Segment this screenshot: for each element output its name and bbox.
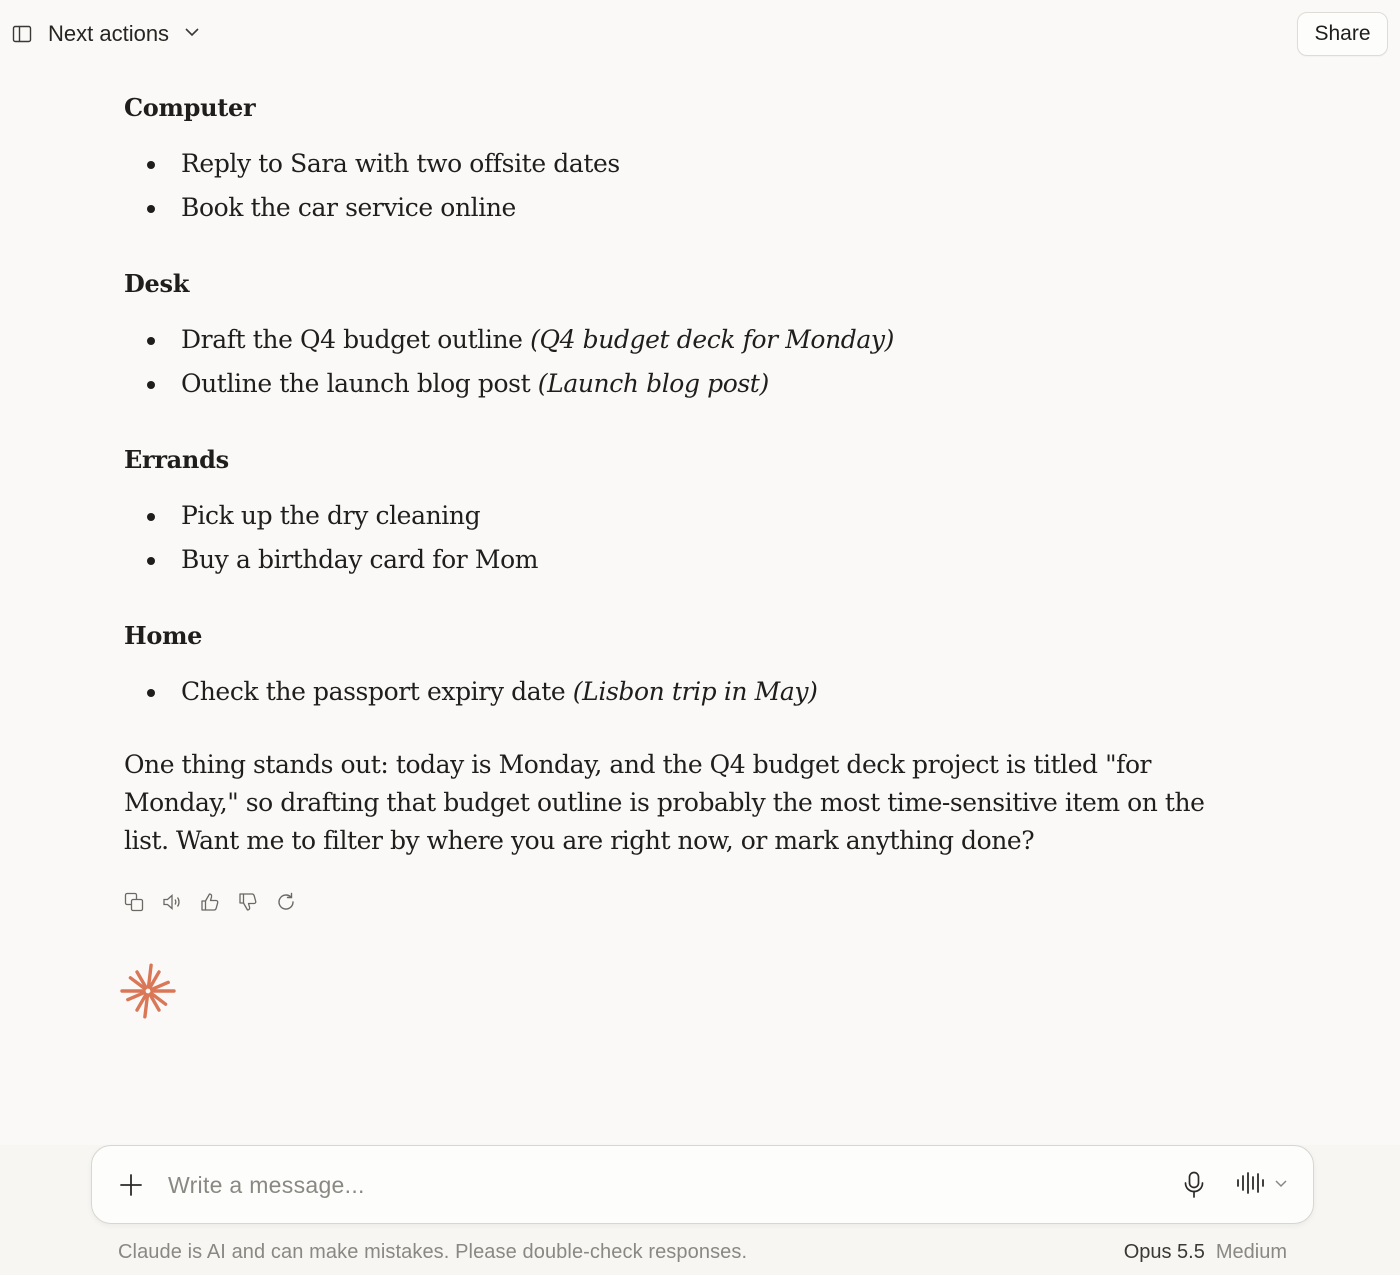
chevron-down-icon <box>183 21 201 47</box>
share-button[interactable]: Share <box>1297 12 1388 56</box>
section-home <box>124 614 1264 714</box>
chat-title: Next actions <box>48 21 170 46</box>
model-selector[interactable] <box>1124 1241 1287 1264</box>
chat-title-menu[interactable] <box>48 20 201 48</box>
waveform-icon <box>1236 1171 1266 1200</box>
task-list <box>124 318 1264 406</box>
task-list <box>124 494 1264 582</box>
list-item: Draft the Q4 budget outline (Q4 budget deck for Monday) <box>124 318 1264 362</box>
top-bar <box>0 0 1400 68</box>
disclaimer-text: Claude is AI and can make mistakes. Please double-check responses. <box>118 1241 748 1263</box>
item-note: (Launch blog post) <box>537 369 769 398</box>
retry-icon[interactable] <box>276 892 296 912</box>
list-item: Buy a birthday card for Mom <box>124 538 1264 582</box>
thumbs-up-icon[interactable] <box>200 892 220 912</box>
copy-icon[interactable] <box>124 892 144 912</box>
section-desk <box>124 262 1264 406</box>
section-errands <box>124 438 1264 582</box>
summary-paragraph: One thing stands out: today is Monday, and the Q4 budget deck project is titled "for Monday," so drafting that budget outline is probably the most time-sensitive item on the list. Want me to filter by where you are right now, or mark anything done? <box>124 750 1205 855</box>
assistant-message <box>124 86 1264 860</box>
message-input[interactable] <box>168 1164 1128 1206</box>
model-name: Opus 5.5 <box>1123 1241 1205 1263</box>
sidebar-toggle-icon[interactable] <box>12 24 32 44</box>
section-heading: Computer <box>124 93 256 122</box>
message-actions <box>124 890 296 914</box>
claude-spark-icon <box>120 963 176 1019</box>
microphone-icon[interactable] <box>1182 1170 1206 1200</box>
section-heading: Desk <box>124 269 190 298</box>
list-item: Check the passport expiry date (Lisbon trip in May) <box>124 670 1264 714</box>
thumbs-down-icon[interactable] <box>238 892 258 912</box>
model-effort: Medium <box>1215 1241 1287 1263</box>
list-item: Pick up the dry cleaning <box>124 494 1264 538</box>
list-item: Reply to Sara with two offsite dates <box>124 142 1264 186</box>
message-composer <box>91 1145 1314 1224</box>
list-item: Outline the launch blog post (Launch blog post) <box>124 362 1264 406</box>
section-heading: Home <box>124 621 203 650</box>
item-note: (Q4 budget deck for Monday) <box>530 325 894 354</box>
speaker-icon[interactable] <box>162 892 182 912</box>
section-heading: Errands <box>124 445 229 474</box>
voice-mode-button[interactable] <box>1236 1172 1292 1198</box>
chevron-down-icon <box>1274 1176 1288 1195</box>
task-list <box>124 670 1264 714</box>
list-item: Book the car service online <box>124 186 1264 230</box>
section-computer <box>124 86 1264 230</box>
task-list <box>124 142 1264 230</box>
item-note: (Lisbon trip in May) <box>572 677 818 706</box>
plus-icon[interactable] <box>118 1172 144 1198</box>
